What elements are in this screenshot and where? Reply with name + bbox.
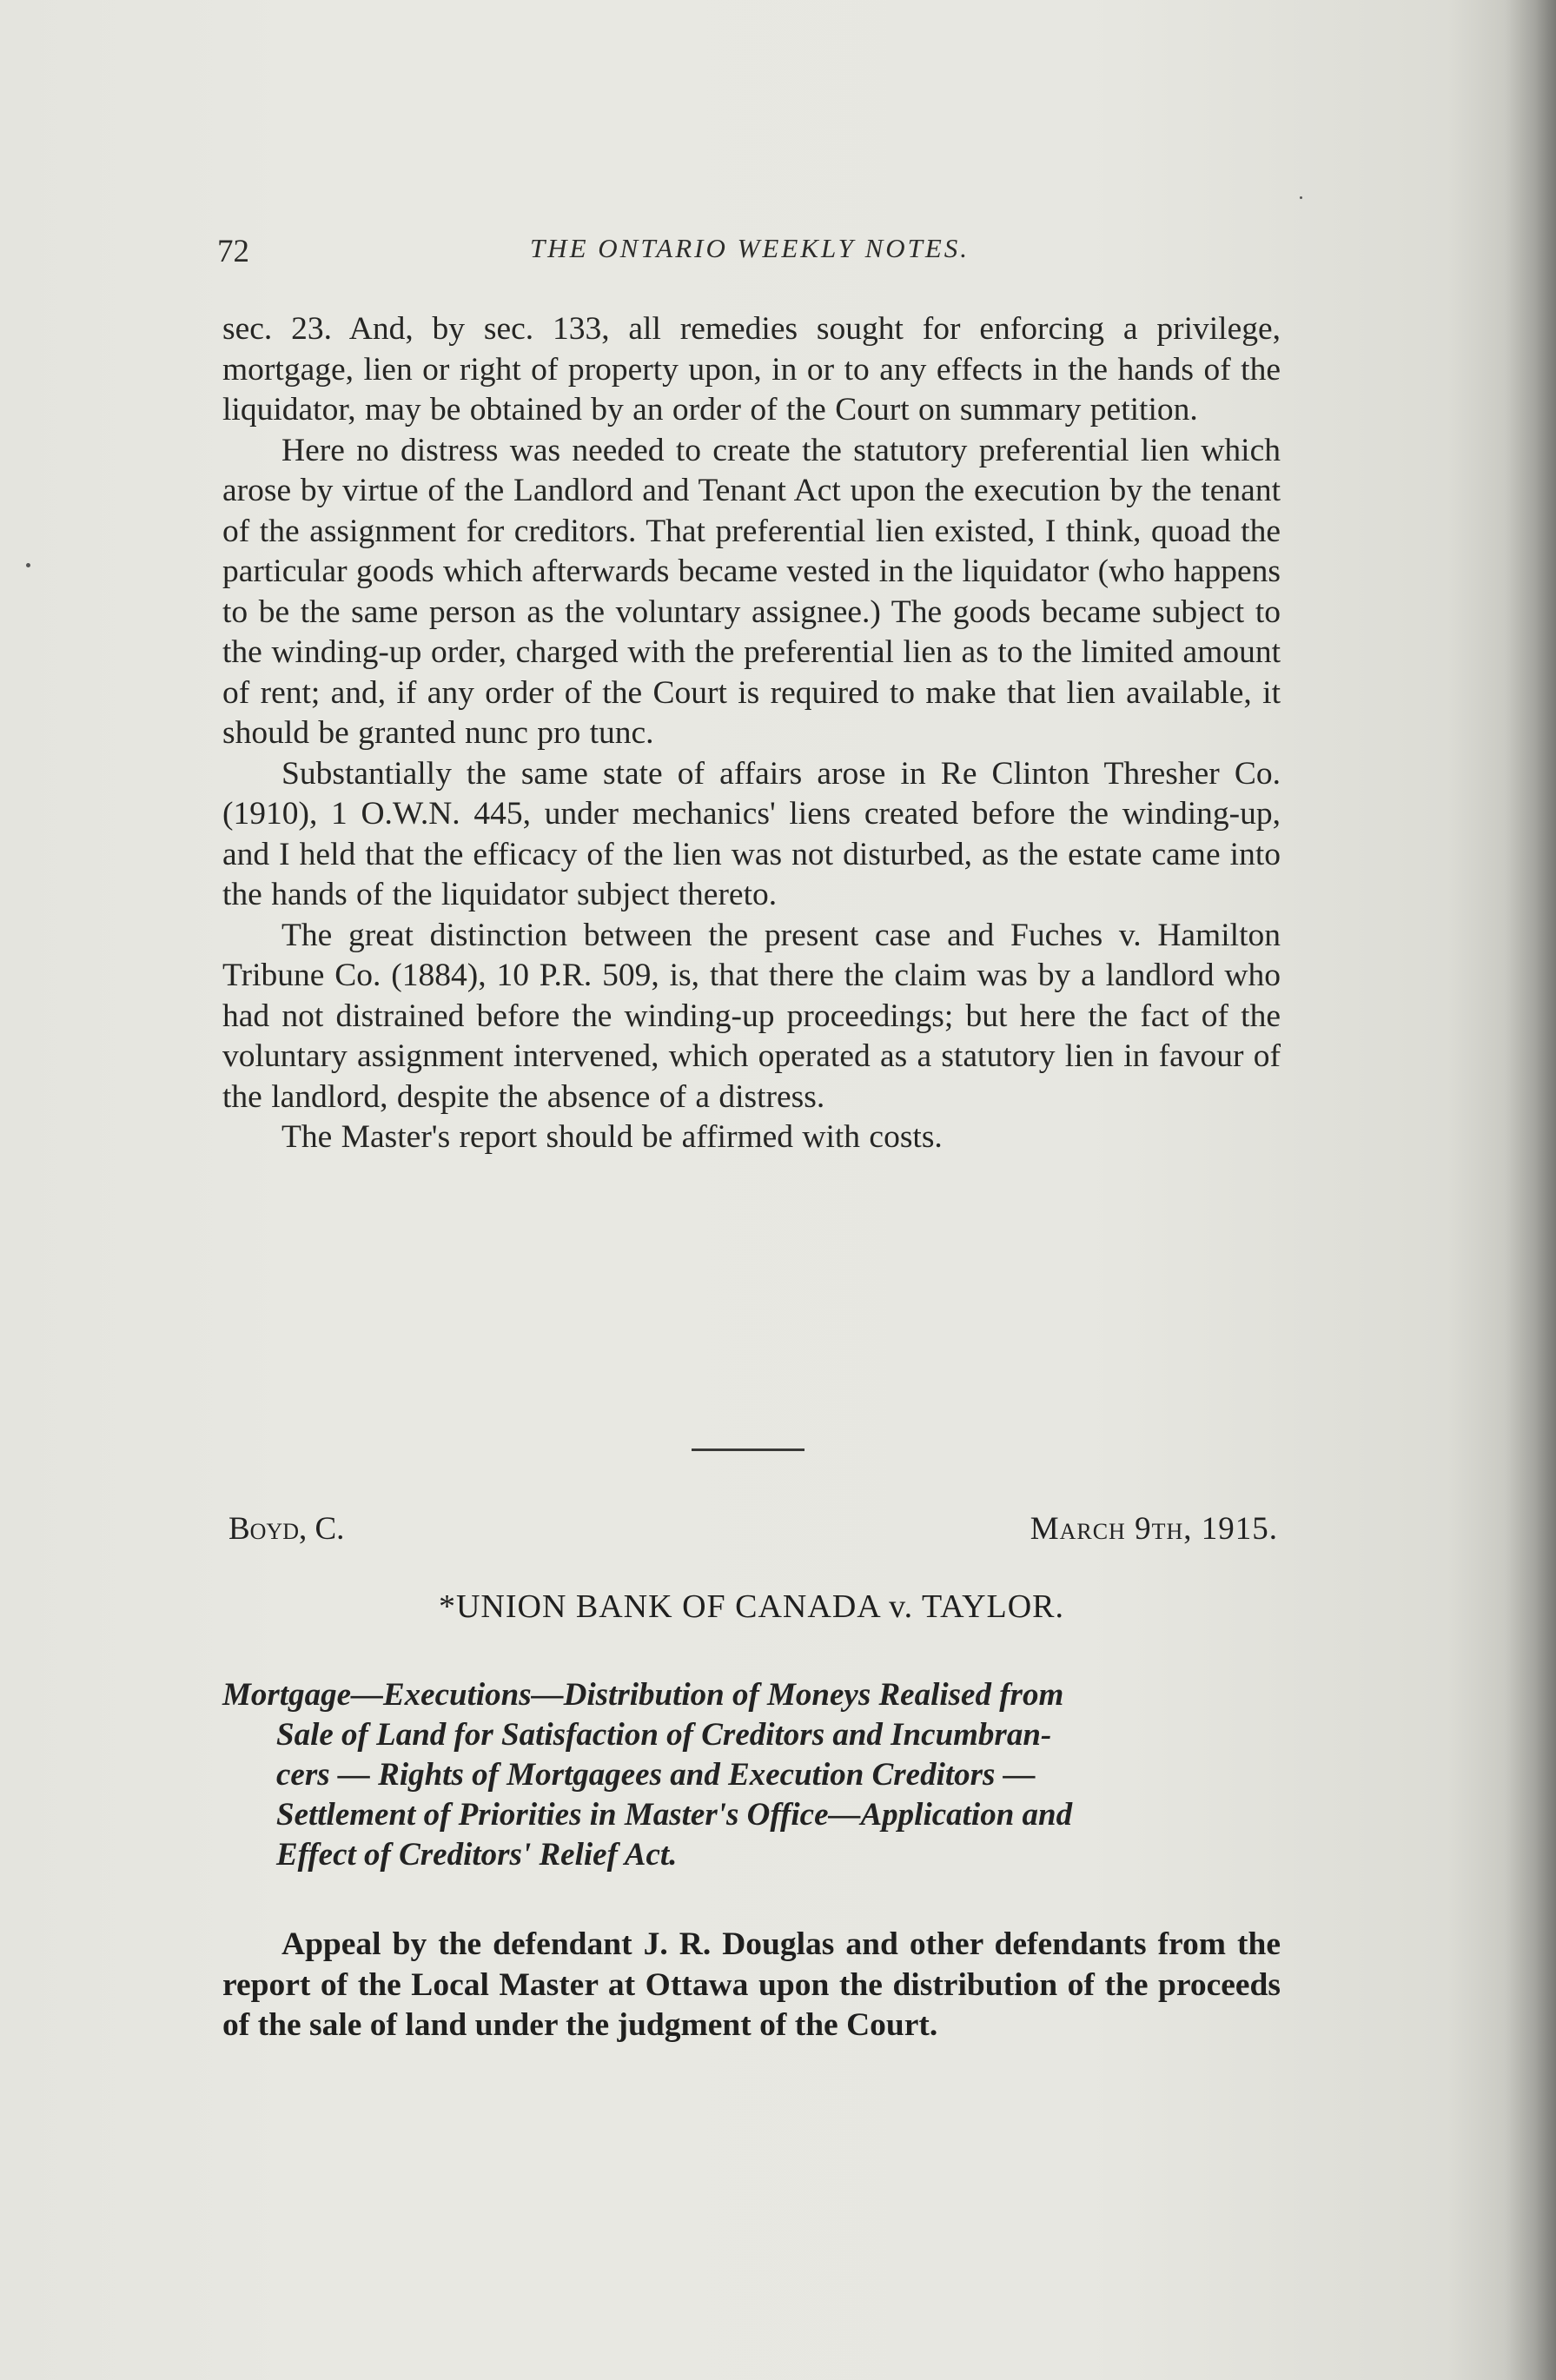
page-header [217, 233, 1282, 276]
scan-speck [1300, 196, 1302, 199]
page-number: 72 [217, 234, 249, 269]
appeal-paragraph: Appeal by the defendant J. R. Douglas and other defendants from the report of the Local Master at Ottawa upon the distribution of the proceeds of the sale of land under the judgment of the Court. [222, 1926, 1281, 2043]
headnote-line: cers — Rights of Mortgagees and Execution Creditors — [276, 1757, 1036, 1793]
body-text [222, 309, 1281, 1158]
body-paragraph: The Master's report should be affirmed with costs. [281, 1119, 943, 1155]
page-edge-shadow [1504, 0, 1556, 2380]
body-paragraph: Here no distress was needed to create the statutory preferential lien which arose by virtue of the Landlord and Tenant Act upon the execution by the tenant of the assignment for creditors. That preferential lien existed, I think, quoad the particular goods which afterwards became vested in the liquidator (who happens to be the same person as the voluntary assignee.) The goods became subject to the winding-up order, charged with the preferential lien as to the limited amount of rent; and, if any order of the Court is required to make that lien available, it should be granted nunc pro tunc. [222, 432, 1281, 751]
headnote [222, 1675, 1281, 1875]
body-paragraph: sec. 23. And, by sec. 133, all remedies sought for enforcing a privilege, mortgage, lien or right of property upon, in or to any effects in the hands of the liquidator, may be obtained by an order of the Court on summary petition. [222, 311, 1281, 428]
body-paragraph: Substantially the same state of affairs arose in Re Clinton Thresher Co. (1910), 1 O.W.N. 445, under mechanics' liens created before the winding-up, and I held that the efficacy of the lien was not disturbed, as the estate came into the hands of the liquidator subject thereto. [222, 755, 1281, 912]
headnote-line: Effect of Creditors' Relief Act. [276, 1837, 678, 1873]
scan-speck [26, 563, 30, 567]
headnote-line: Sale of Land for Satisfaction of Creditors and Incumbran- [276, 1717, 1052, 1753]
headnote-line: Mortgage—Executions—Distribution of Moneys Realised from [222, 1677, 1064, 1713]
running-title: THE ONTARIO WEEKLY NOTES. [529, 233, 970, 263]
body-paragraph: The great distinction between the present case and Fuches v. Hamilton Tribune Co. (1884), 10 P.R. 509, is, that there the claim was by a landlord who had not distrained before the winding-up proceedings; but here the fact of the voluntary assignment intervened, which operated as a statutory lien in favour of the landlord, despite the absence of a distress. [222, 917, 1281, 1115]
judgment-date: March 9th, 1915. [1030, 1511, 1278, 1547]
judge-name: Boyd, C. [228, 1511, 345, 1547]
case-title: *UNION BANK OF CANADA v. TAYLOR. [438, 1588, 1065, 1625]
headnote-line: Settlement of Priorities in Master's Office—Application and [276, 1797, 1073, 1833]
appeal-text [222, 1925, 1281, 2046]
section-divider [692, 1449, 804, 1451]
